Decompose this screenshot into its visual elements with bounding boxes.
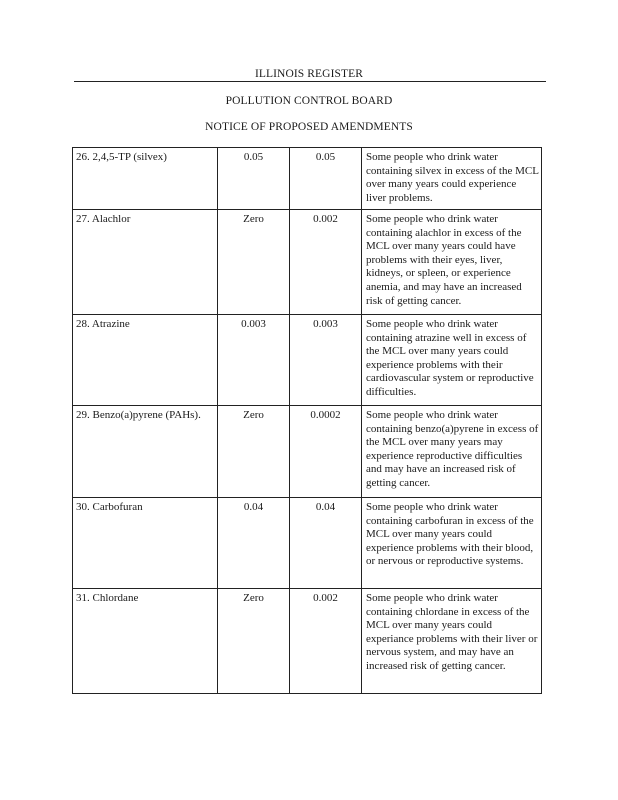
mcl-cell: 0.002 xyxy=(290,589,362,694)
mcl-cell: 0.05 xyxy=(290,148,362,210)
table-row xyxy=(73,498,542,589)
health-effects-cell: Some people who drink water containing chlordane in excess of the MCL over many years could experiance problems with their liver or nervous system, and may have an increased risk of getting cancer. xyxy=(362,589,542,694)
mcl-cell: 0.04 xyxy=(290,498,362,589)
health-effects-cell: Some people who drink water containing benzo(a)pyrene in excess of the MCL over many years may experience reproductive difficulties and may have an increased risk of getting cancer. xyxy=(362,406,542,498)
table-row xyxy=(73,210,542,315)
contaminant-table xyxy=(72,147,542,694)
table-row xyxy=(73,406,542,498)
register-title: ILLINOIS REGISTER xyxy=(254,68,364,80)
mclg-cell: 0.05 xyxy=(218,148,290,210)
health-effects-cell: Some people who drink water containing atrazine well in excess of the MCL over many years could experience problems with their cardiovascular system or reproductive difficulties. xyxy=(362,315,542,406)
mcl-cell: 0.002 xyxy=(290,210,362,315)
mclg-cell: Zero xyxy=(218,210,290,315)
table-row xyxy=(73,315,542,406)
mclg-cell: 0.04 xyxy=(218,498,290,589)
table-row xyxy=(73,589,542,694)
contaminant-cell: 29. Benzo(a)pyrene (PAHs). xyxy=(73,406,218,498)
health-effects-cell: Some people who drink water containing silvex in excess of the MCL over many years could experience liver problems. xyxy=(362,148,542,210)
contaminant-cell: 31. Chlordane xyxy=(73,589,218,694)
mcl-cell: 0.0002 xyxy=(290,406,362,498)
contaminant-cell: 28. Atrazine xyxy=(73,315,218,406)
contaminant-cell: 30. Carbofuran xyxy=(73,498,218,589)
table-row xyxy=(73,148,542,210)
mclg-cell: 0.003 xyxy=(218,315,290,406)
header-rule-thick xyxy=(85,81,245,82)
mclg-cell: Zero xyxy=(218,406,290,498)
mcl-cell: 0.003 xyxy=(290,315,362,406)
health-effects-cell: Some people who drink water containing carbofuran in excess of the MCL over many years could experience problems with their blood, or nervous or reproductive systems. xyxy=(362,498,542,589)
board-title: POLLUTION CONTROL BOARD xyxy=(225,95,393,107)
notice-title: NOTICE OF PROPOSED AMENDMENTS xyxy=(205,121,413,133)
mclg-cell: Zero xyxy=(218,589,290,694)
contaminant-cell: 26. 2,4,5-TP (silvex) xyxy=(73,148,218,210)
contaminant-cell: 27. Alachlor xyxy=(73,210,218,315)
health-effects-cell: Some people who drink water containing alachlor in excess of the MCL over many years could have problems with their eyes, liver, kidneys, or spleen, or experience anemia, and may have an increased risk of getting cancer. xyxy=(362,210,542,315)
